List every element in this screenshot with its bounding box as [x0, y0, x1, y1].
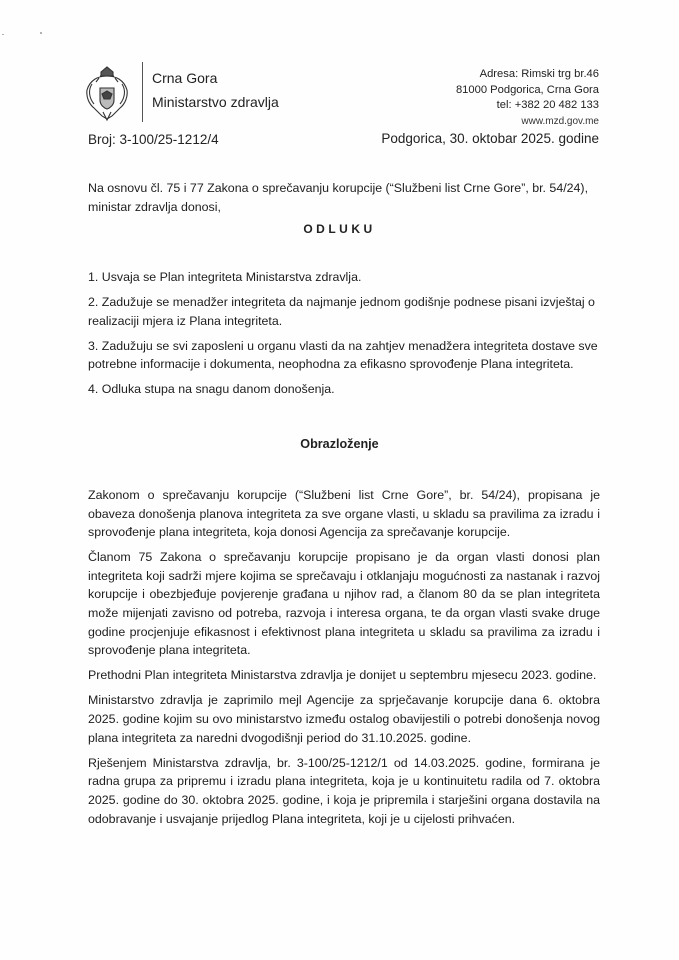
scan-speck [2, 34, 4, 35]
decision-item: 1. Usvaja se Plan integriteta Ministarstva zdravlja. [88, 270, 362, 284]
address-block [456, 67, 599, 129]
address-line1: Adresa: Rimski trg br.46 [479, 68, 599, 80]
explanation-paragraph: Ministarstvo zdravlja je zaprimilo mejl Agencije za sprječavanje korupcije dana 6. oktobra 2025. godine kojim su ovo ministarstvo između ostalog obavijestili o potrebi donošenja novog plana integriteta za naredni dvogodišnji period do 31.10.2025. godine. [88, 693, 600, 745]
scan-speck [40, 32, 42, 34]
decision-title: ODLUKU [303, 222, 376, 236]
intro-paragraph: Na osnovu čl. 75 i 77 Zakona o sprečavanju korupcije (“Službeni list Crne Gore”, br. 54/24), ministar zdravlja donosi, [88, 181, 589, 214]
explanation-paragraph: Članom 75 Zakona o sprečavanju korupcije propisano je da organ vlasti donosi plan integriteta koji sadrži mjere kojima se sprečavaju i otklanjaju mogućnosti za nastanak i razvoj korupcije i obezbjeđuje povjerenje građana u njihov rad, a članom 80 da se plan integriteta može mijenjati zavisno od potreba, razvoja i interesa organa, te da organ vlasti svake druge godine procjenjuje efikasnost i efektivnost plana integriteta u skladu sa pravilima za izradu i sprovođenje plana integriteta. [88, 550, 600, 658]
phone-number: tel: +382 20 482 133 [496, 99, 599, 111]
ministry-name: Ministarstvo zdravlja [152, 94, 279, 110]
explanation-section [88, 486, 600, 835]
website-url: www.mzd.gov.me [521, 115, 599, 127]
decision-items-list [88, 268, 600, 406]
reference-number: Broj: 3-100/25-1212/4 [88, 132, 219, 147]
place-date: Podgorica, 30. oktobar 2025. godine [381, 131, 599, 146]
explanation-paragraph: Zakonom o sprečavanju korupcije (“Službeni list Crne Gore”, br. 54/24), propisana je obaveza donošenja planova integriteta za sve organe vlasti, u skladu sa pravilima za izradu i sprovođenje plana integriteta, koja donosi Agencija za sprečavanje korupcije. [88, 488, 600, 540]
explanation-paragraph: Prethodni Plan integriteta Ministarstva zdravlja je donijet u septembru mjesecu 2023. godine. [88, 668, 597, 683]
decision-item: 2. Zadužuje se menadžer integriteta da najmanje jednom godišnje podnese pisani izvještaj o realizaciji mjera iz Plana integriteta. [88, 295, 595, 328]
explanation-title: Obrazloženje [300, 437, 379, 451]
address-line2: 81000 Podgorica, Crna Gora [455, 83, 599, 96]
country-name: Crna Gora [152, 70, 218, 86]
decision-item: 4. Odluka stupa na snagu danom donošenja. [88, 382, 335, 397]
explanation-paragraph: Rješenjem Ministarstva zdravlja, br. 3-100/25-1212/1 od 14.03.2025. godine, formirana je radna grupa za pripremu i izradu plana integriteta, koja je u kontinuitetu radila od 7. oktobra 2025. godine do 30. oktobra 2025. godine, i koja je pripremila i starješini organa dostavila na odobravanje i usvajanje prijedlog Plana integriteta, koji je u cijelosti prihvaćen. [88, 755, 600, 826]
montenegro-coat-of-arms-icon [84, 64, 130, 122]
header-divider [142, 62, 143, 122]
decision-item: 3. Zadužuju se svi zaposleni u organu vlasti da na zahtjev menadžera integriteta dostave sve potrebne informacije i dokumenta, neophodna za efikasno sprovođenje Plana integriteta. [88, 338, 598, 372]
organization-block [152, 66, 279, 114]
